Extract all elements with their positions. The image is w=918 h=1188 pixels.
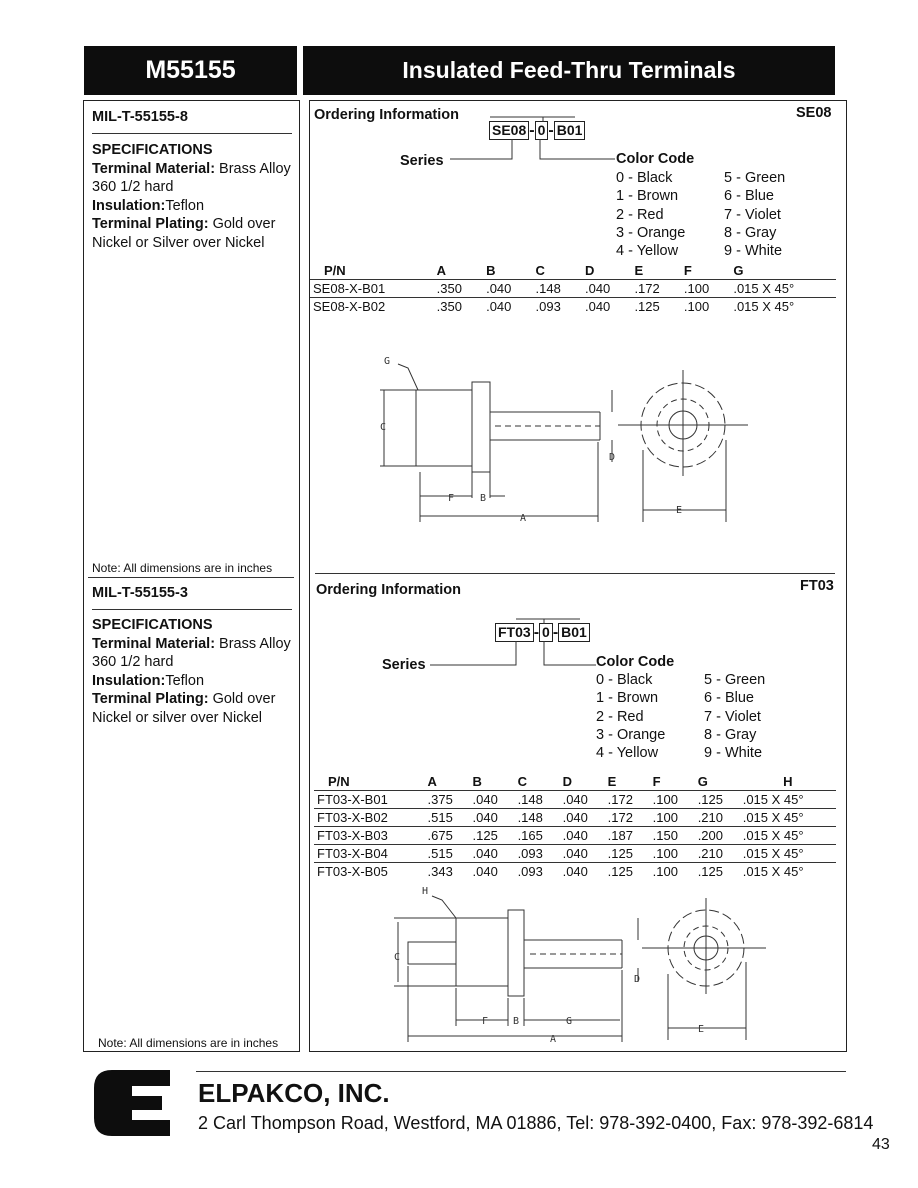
color-list-right xyxy=(704,671,765,762)
cell: .040 xyxy=(470,845,515,863)
spec-value: Gold over Nickel or silver over Nickel xyxy=(92,691,276,726)
spec-value: Teflon xyxy=(165,197,205,214)
terminal-drawing-ft03 xyxy=(380,882,780,1050)
table-row xyxy=(310,280,836,298)
code-color: 0 xyxy=(535,121,549,140)
cell: .015 X 45° xyxy=(740,845,836,863)
cell: .040 xyxy=(486,299,512,314)
divider xyxy=(88,577,294,578)
table-header: F xyxy=(683,263,692,278)
spec-label: Insulation: xyxy=(92,672,166,689)
cell: FT03-X-B01 xyxy=(314,791,425,809)
spec-plating xyxy=(92,690,292,727)
table-row xyxy=(314,827,836,845)
color-option: 3 - Orange xyxy=(596,726,666,743)
section-divider xyxy=(315,573,835,574)
cell: .100 xyxy=(650,809,695,827)
cell: .125 xyxy=(697,864,723,879)
cell: .040 xyxy=(472,864,498,879)
spec-insulation xyxy=(92,197,292,216)
cell: .187 xyxy=(605,827,650,845)
cell: .172 xyxy=(631,280,680,298)
color-option: 8 - Gray xyxy=(704,726,757,743)
table-row xyxy=(314,809,836,827)
color-option: 9 - White xyxy=(704,745,763,762)
dimension-note: Note: All dimensions are in inches xyxy=(92,561,273,575)
dim-label-f: F xyxy=(482,1016,489,1027)
cell: FT03-X-B03 xyxy=(314,827,425,845)
cell: SE08-X-B02 xyxy=(313,299,386,314)
spec-material xyxy=(92,160,292,197)
dim-label-a: A xyxy=(550,1034,557,1045)
table-header-row xyxy=(310,262,836,280)
cell: .100 xyxy=(650,791,695,809)
specifications xyxy=(92,141,292,252)
mil-spec-label: MIL-T-55155-3 xyxy=(92,585,188,601)
table-header: D xyxy=(562,774,572,789)
company-name: ELPAKCO, INC. xyxy=(198,1078,390,1108)
cell: .093 xyxy=(515,845,560,863)
dimension-table xyxy=(310,262,836,315)
part-number-bar xyxy=(84,46,297,95)
cell: .210 xyxy=(695,845,740,863)
cell: .040 xyxy=(560,827,605,845)
cell: .675 xyxy=(425,827,470,845)
cell: .172 xyxy=(605,791,650,809)
table-header-row xyxy=(314,773,836,791)
color-option: 0 - Black xyxy=(616,170,673,186)
cell: .040 xyxy=(582,280,631,298)
page-title: Insulated Feed-Thru Terminals xyxy=(402,57,736,83)
cell: .015 X 45° xyxy=(740,827,836,845)
dim-label-c: C xyxy=(380,422,387,433)
cell: .210 xyxy=(695,809,740,827)
dim-label-a: A xyxy=(520,513,527,524)
cell: .515 xyxy=(425,809,470,827)
code-variant: B01 xyxy=(558,623,590,642)
dim-label-e: E xyxy=(698,1024,705,1035)
cell: .125 xyxy=(470,827,515,845)
dimension-table xyxy=(314,773,836,880)
series-label: Series xyxy=(382,657,426,673)
page-number: 43 xyxy=(872,1136,890,1153)
dim-label-b: B xyxy=(480,493,487,504)
spec-plating xyxy=(92,215,292,252)
divider xyxy=(92,609,292,610)
specifications xyxy=(92,616,292,727)
color-option: 7 - Violet xyxy=(704,708,761,725)
color-option: 1 - Brown xyxy=(596,690,659,707)
cell: .100 xyxy=(650,845,695,863)
cell: .015 X 45° xyxy=(740,791,836,809)
series-label: Series xyxy=(400,153,444,169)
color-option: 5 - Green xyxy=(704,672,766,688)
spec-label: Terminal Plating: xyxy=(92,216,209,232)
table-header: A xyxy=(427,774,437,789)
cell: SE08-X-B01 xyxy=(310,280,434,298)
cell: .040 xyxy=(560,791,605,809)
spec-material xyxy=(92,635,292,672)
table-header: P/N xyxy=(324,263,346,278)
elpakco-logo-icon xyxy=(92,1068,172,1138)
cell: .040 xyxy=(560,845,605,863)
table-header: F xyxy=(652,774,661,789)
terminal-drawing-se08 xyxy=(360,350,760,530)
color-option: 6 - Blue xyxy=(704,690,754,707)
cell: .343 xyxy=(427,864,453,879)
table-header: B xyxy=(486,263,496,278)
spec-label: Insulation: xyxy=(92,197,166,214)
table-header: C xyxy=(535,263,545,278)
cell: .093 xyxy=(535,299,561,314)
cell: .040 xyxy=(470,791,515,809)
cell: .015 X 45° xyxy=(740,809,836,827)
cell: .040 xyxy=(584,299,611,314)
color-option: 2 - Red xyxy=(596,708,644,725)
cell: .100 xyxy=(683,299,710,314)
cell: .015 X 45° xyxy=(742,864,804,879)
spec-value: Brass Alloy 360 1/2 hard xyxy=(92,160,291,195)
code-connector-lines xyxy=(440,112,640,172)
dim-label-g: G xyxy=(566,1016,573,1027)
cell: .165 xyxy=(515,827,560,845)
dim-label-h: H xyxy=(422,886,429,897)
cell: .015 X 45° xyxy=(733,299,795,314)
cell: FT03-X-B04 xyxy=(314,845,425,863)
color-code-label: Color Code xyxy=(596,654,675,670)
cell: .125 xyxy=(607,864,633,879)
cell: .100 xyxy=(652,864,678,879)
table-header: G xyxy=(733,263,744,278)
title-bar xyxy=(303,46,835,95)
cell: .350 xyxy=(434,280,483,298)
cell: FT03-X-B02 xyxy=(314,809,425,827)
color-list-left xyxy=(596,671,665,762)
dim-label-d: D xyxy=(609,452,616,463)
table-header: H xyxy=(783,774,793,789)
spec-value: Brass Alloy 360 1/2 hard xyxy=(92,635,291,670)
series-code-label: SE08 xyxy=(796,105,832,121)
part-code-diagram: FT03 - 0 - B01 xyxy=(495,623,590,642)
table-header: A xyxy=(436,263,447,278)
color-option: 4 - Yellow xyxy=(616,243,679,260)
table-header: G xyxy=(697,774,708,789)
divider xyxy=(92,133,292,134)
color-option: 6 - Blue xyxy=(724,188,774,205)
cell: .148 xyxy=(515,791,560,809)
dim-label-g: G xyxy=(384,356,391,367)
cell: .515 xyxy=(425,845,470,863)
cell: .200 xyxy=(695,827,740,845)
color-option: 4 - Yellow xyxy=(596,745,659,762)
cell: .040 xyxy=(562,864,588,879)
cell: .100 xyxy=(681,280,730,298)
dim-label-d: D xyxy=(634,974,641,985)
spec-label: Terminal Plating: xyxy=(92,691,209,707)
spec-value: Gold over Nickel or Silver over Nickel xyxy=(92,216,276,251)
dim-label-c: C xyxy=(394,952,401,963)
color-option: 2 - Red xyxy=(616,206,664,223)
spec-label: Terminal Material: xyxy=(92,160,216,177)
dim-label-e: E xyxy=(676,505,683,516)
dimension-note: Note: All dimensions are in inches xyxy=(98,1036,279,1050)
spec-heading: SPECIFICATIONS xyxy=(92,142,213,158)
table-header: D xyxy=(584,263,595,278)
cell: .150 xyxy=(650,827,695,845)
part-code-diagram: SE08 - 0 - B01 xyxy=(489,121,585,140)
spec-label: Terminal Material: xyxy=(92,635,216,652)
color-list-left xyxy=(616,169,685,260)
code-series: SE08 xyxy=(489,121,529,140)
spec-insulation xyxy=(92,672,292,691)
table-row xyxy=(314,791,836,809)
spec-value: Teflon xyxy=(165,672,205,689)
ordering-info-title: Ordering Information xyxy=(314,107,459,123)
table-header: P/N xyxy=(328,774,350,789)
cell: .125 xyxy=(634,299,660,314)
color-option: 7 - Violet xyxy=(724,206,781,223)
cell: .375 xyxy=(425,791,470,809)
color-code-label: Color Code xyxy=(616,151,695,167)
dim-label-b: B xyxy=(513,1016,520,1027)
code-series: FT03 xyxy=(495,623,534,642)
cell: .148 xyxy=(515,809,560,827)
color-option: 0 - Black xyxy=(596,672,653,688)
code-variant: B01 xyxy=(554,121,586,140)
company-address: 2 Carl Thompson Road, Westford, MA 01886, Tel: 978-392-0400, Fax: 978-392-6814 xyxy=(198,1113,874,1133)
table-row xyxy=(310,298,836,316)
cell: FT03-X-B05 xyxy=(317,864,388,879)
color-option: 5 - Green xyxy=(724,170,786,186)
code-connector-lines xyxy=(420,614,620,674)
cell: .125 xyxy=(605,845,650,863)
table-header: E xyxy=(634,263,644,278)
code-color: 0 xyxy=(539,623,553,642)
color-option: 8 - Gray xyxy=(724,224,777,241)
mil-spec-label: MIL-T-55155-8 xyxy=(92,109,188,125)
color-option: 1 - Brown xyxy=(616,188,679,205)
table-header: E xyxy=(607,774,617,789)
color-option: 9 - White xyxy=(724,243,783,260)
table-row xyxy=(314,863,836,881)
dim-label-f: F xyxy=(448,493,455,504)
ordering-info-title: Ordering Information xyxy=(316,582,461,598)
cell: .350 xyxy=(436,299,462,314)
cell: .093 xyxy=(517,864,543,879)
color-option: 3 - Orange xyxy=(616,224,686,241)
part-number: M55155 xyxy=(145,56,236,84)
cell: .040 xyxy=(470,809,515,827)
footer-rule xyxy=(196,1071,846,1072)
cell: .015 X 45° xyxy=(730,280,836,298)
color-list-right xyxy=(724,169,785,260)
cell: .040 xyxy=(560,809,605,827)
table-header: B xyxy=(472,774,482,789)
spec-heading: SPECIFICATIONS xyxy=(92,617,213,633)
cell: .040 xyxy=(483,280,532,298)
cell: .148 xyxy=(533,280,582,298)
cell: .125 xyxy=(695,791,740,809)
cell: .172 xyxy=(605,809,650,827)
table-row xyxy=(314,845,836,863)
series-code-label: FT03 xyxy=(800,578,834,594)
table-header: C xyxy=(517,774,527,789)
